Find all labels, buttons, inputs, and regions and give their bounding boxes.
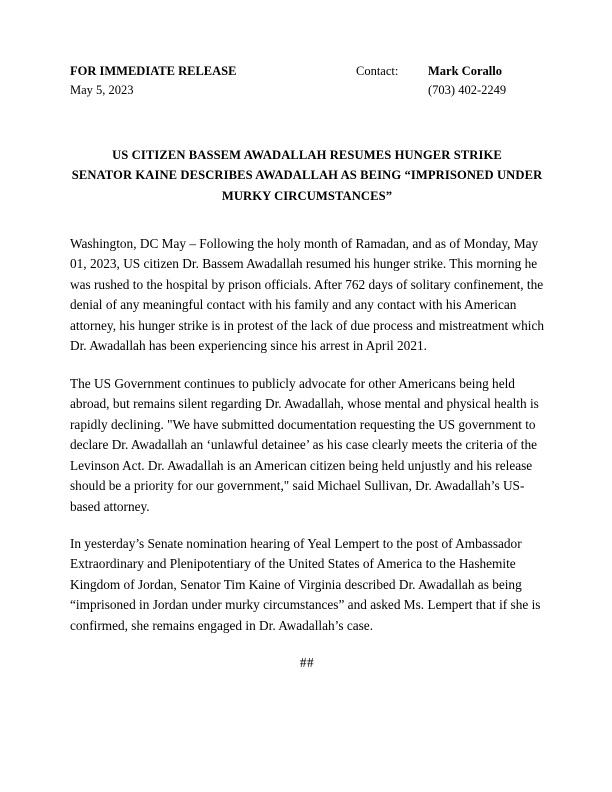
contact-name: Mark Corallo xyxy=(428,64,502,78)
end-mark: ## xyxy=(299,655,315,671)
document-body xyxy=(70,234,544,674)
contact-row xyxy=(356,62,544,81)
release-date: May 5, 2023 xyxy=(70,83,134,98)
document-header xyxy=(70,62,544,101)
title-line-3: MURKY CIRCUMSTANCES” xyxy=(221,188,393,203)
body-paragraph-1: Washington, DC May – Following the holy month of Ramadan, and as of Monday, May 01, 2023, US citizen Dr. Bassem Awadallah resumed his hunger strike. This morning he was rushed to the hospital by prison officials. After 762 days of solitary confinement, the denial of any meaningful contact with his family and any contact with his American attorney, his hunger strike is in protest of the lack of due process and mistreatment which Dr. Awadallah has been experiencing since his arrest in April 2021. xyxy=(70,235,545,354)
contact-phone: (703) 402-2249 xyxy=(428,83,507,98)
body-paragraph-2: The US Government continues to publicly advocate for other Americans being held abroad, but remains silent regarding Dr. Awadallah, whose mental and physical health is rapidly declining. "We have submitted documentation requesting the US government to declare Dr. Awadallah an ‘unlawful detainee’ as his case clearly meets the criteria of the Levinson Act. Dr. Awadallah is an American citizen being held unjustly and his release should be a priority for our government," said Michael Sullivan, Dr. Awadallah’s US-based attorney. xyxy=(70,375,539,514)
title-line-1: US CITIZEN BASSEM AWADALLAH RESUMES HUNGER STRIKE xyxy=(112,147,502,162)
page-title xyxy=(70,145,544,206)
immediate-release-label: FOR IMMEDIATE RELEASE xyxy=(70,64,237,78)
body-paragraph-3: In yesterday’s Senate nomination hearing of Yeal Lempert to the post of Ambassador Extraordinary and Plenipotentiary of the United States of America to the Hashemite Kingdom of Jordan, Senator Tim Kaine of Virginia described Dr. Awadallah as being “imprisoned in Jordan under murky circumstances” and asked Ms. Lempert that if she is confirmed, she remains engaged in Dr. Awadallah’s case. xyxy=(70,536,541,633)
header-left-column xyxy=(70,62,356,101)
contact-label: Contact: xyxy=(356,64,399,78)
title-line-2: SENATOR KAINE DESCRIBES AWADALLAH AS BEING “IMPRISONED UNDER xyxy=(71,168,543,183)
header-right-column xyxy=(356,62,544,101)
